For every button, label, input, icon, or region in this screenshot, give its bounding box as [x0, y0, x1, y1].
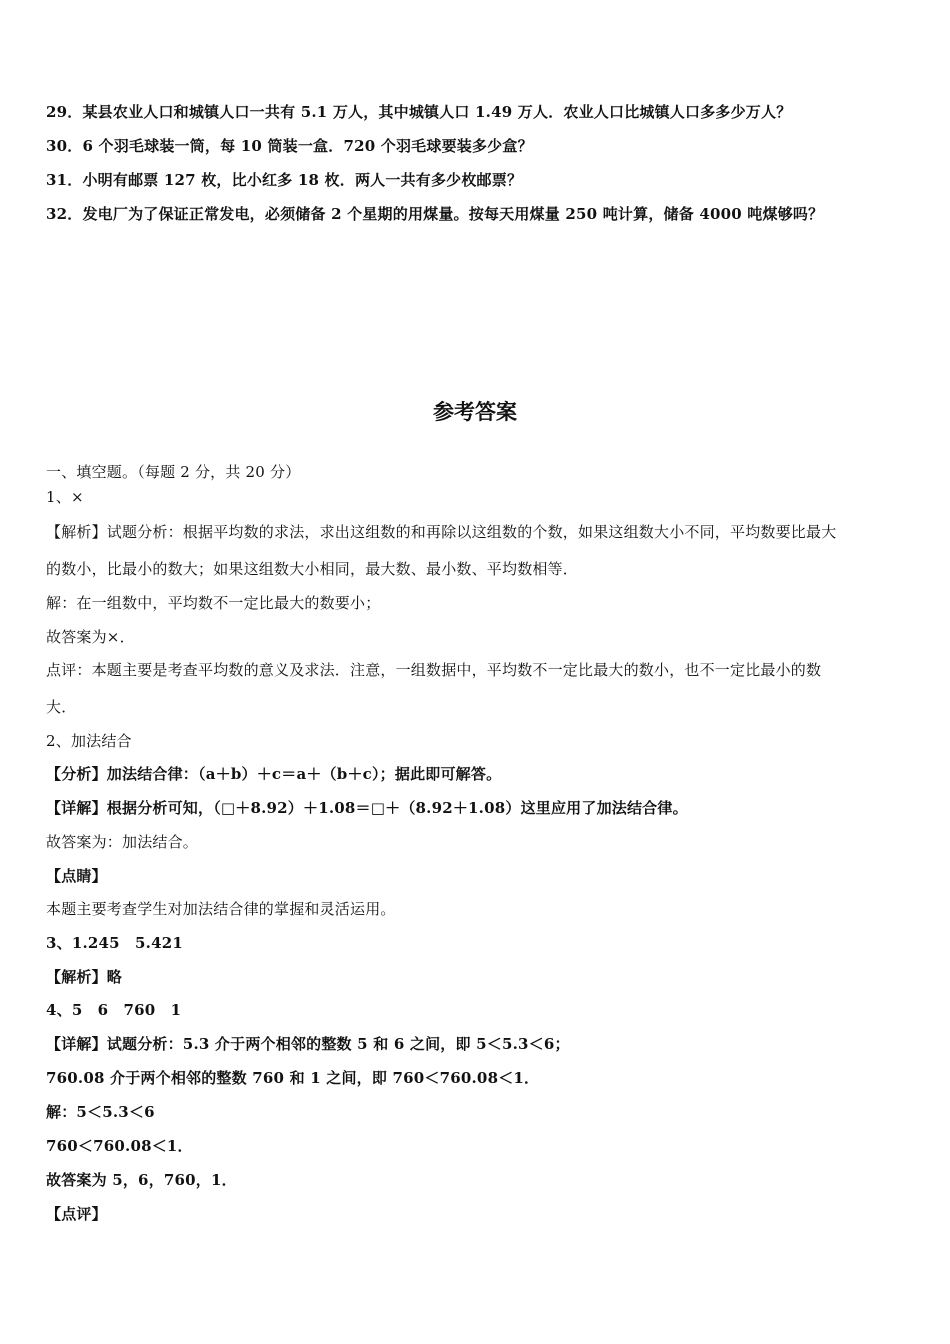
answer-1-comment-line2: 大． [46, 698, 77, 716]
answer-4-detail-line2: 760.08 介于两个相邻的整数 760 和 1 之间，即 760＜760.08＜1． [46, 1069, 540, 1087]
answer-4-solution-line2: 760＜760.08＜1． [46, 1137, 193, 1155]
answer-4: 4、5 6 760 1 [46, 1001, 182, 1019]
question-30: 30．6 个羽毛球装一筒，每 10 筒装一盒．720 个羽毛球要装多少盒？ [46, 137, 533, 155]
question-29: 29．某县农业人口和城镇人口一共有 5.1 万人，其中城镇人口 1.49 万人．农业人口比城镇人口多多少万人？ [46, 103, 792, 121]
answer-4-detail-line1: 【详解】试题分析：5.3 介于两个相邻的整数 5 和 6 之间，即 5＜5.3＜6； [46, 1035, 570, 1053]
answer-1-comment-line1: 点评：本题主要是考查平均数的意义及求法．注意，一组数据中，平均数不一定比最大的数小，也不一定比最小的数 [46, 661, 822, 679]
answer-4-solution-line1: 解：5＜5.3＜6 [46, 1103, 155, 1121]
answer-2-conclusion: 故答案为：加法结合。 [46, 833, 199, 851]
answers-title: 参考答案 [433, 400, 517, 424]
answer-3-analysis: 【解析】略 [46, 968, 123, 986]
answer-1: 1、× [46, 488, 84, 506]
answer-1-conclusion: 故答案为×． [46, 628, 135, 646]
answer-2-key-point-label: 【点睛】 [46, 867, 107, 885]
answer-1-analysis-line1: 【解析】试题分析：根据平均数的求法，求出这组数的和再除以这组数的个数，如果这组数大小不同，平均数要比最大 [46, 523, 837, 541]
answer-4-conclusion: 故答案为 5，6，760，1． [46, 1171, 237, 1189]
answer-1-solution: 解：在一组数中，平均数不一定比最大的数要小； [46, 594, 381, 612]
section-heading: 一、填空题。（每题 2 分，共 20 分） [46, 463, 301, 481]
answer-2-key-point: 本题主要考查学生对加法结合律的掌握和灵活运用。 [46, 900, 396, 918]
answer-2-detail: 【详解】根据分析可知，（□＋8.92）＋1.08＝□＋（8.92＋1.08）这里应用了加法结合律。 [46, 799, 688, 817]
answer-1-analysis-line2: 的数小，比最小的数大；如果这组数大小相同，最大数、最小数、平均数相等． [46, 560, 579, 578]
answer-3: 3、1.245 5.421 [46, 934, 183, 952]
answer-2-analysis: 【分析】加法结合律：（a＋b）＋c＝a＋（b＋c）；据此即可解答。 [46, 765, 502, 783]
answer-4-comment-label: 【点评】 [46, 1205, 107, 1223]
question-31: 31．小明有邮票 127 枚，比小红多 18 枚．两人一共有多少枚邮票？ [46, 171, 523, 189]
answer-2: 2、加法结合 [46, 732, 132, 750]
question-32: 32．发电厂为了保证正常发电，必须储备 2 个星期的用煤量。按每天用煤量 250 吨计算，储备 4000 吨煤够吗？ [46, 205, 824, 223]
